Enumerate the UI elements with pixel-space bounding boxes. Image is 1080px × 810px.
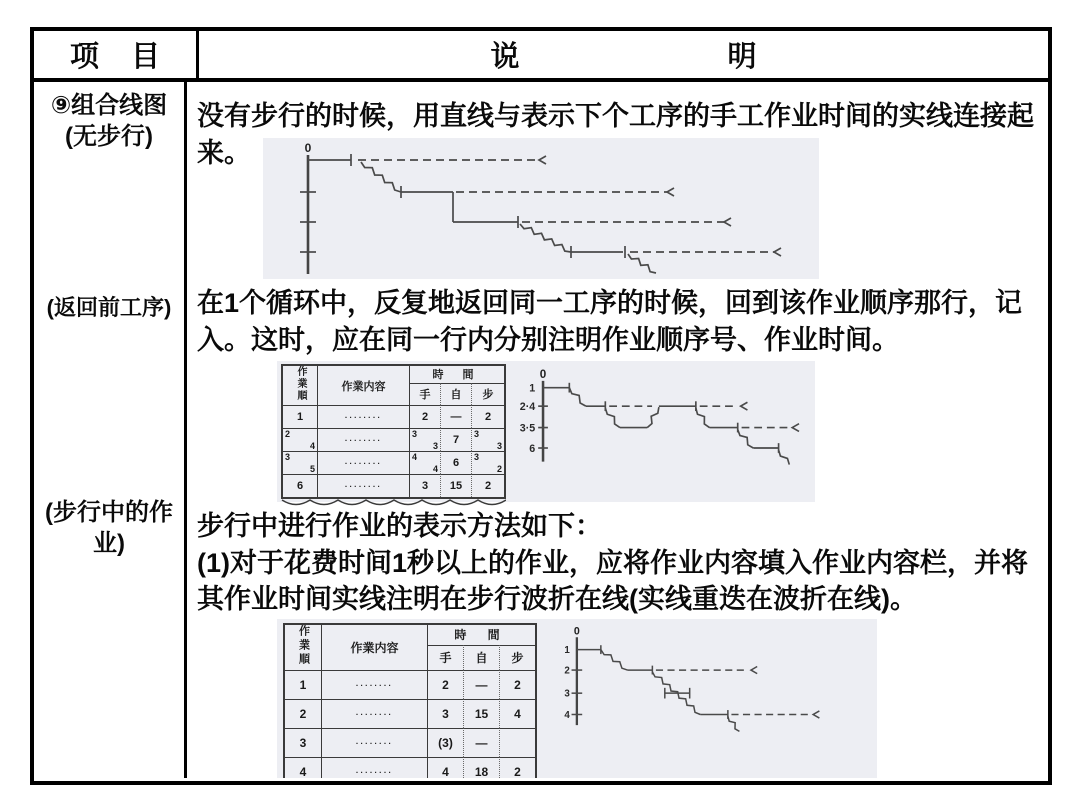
- figure-return-previous-process: [277, 361, 815, 502]
- table-header-row: [34, 31, 1048, 82]
- figure3-header-time: 時 間: [427, 625, 535, 645]
- item-column: [34, 82, 187, 778]
- item-label-combination-line-chart: [34, 90, 184, 152]
- chart3-row-label: 4: [564, 710, 570, 722]
- paragraph-return-previous-process: 在1个循环中，反复地返回同一工序的时候，回到该作业顺序那行，记入。这时，应在同一行内分别注明作业顺序号、作业时间。: [197, 288, 1023, 355]
- figure3-worksheet-table: [283, 623, 537, 778]
- table-row: 2 4 ········ 3 3 7 3 3: [285, 429, 502, 451]
- line-chart-return-process: [508, 364, 800, 496]
- header-item-column: 项 目: [34, 31, 199, 78]
- figure3-subheader-walk: 步: [499, 645, 535, 670]
- table-row: 2 ········ 3 15 4: [285, 699, 535, 728]
- chart3-row-label: 3: [564, 688, 570, 700]
- item-label-return-previous-process: (返回前工序): [46, 295, 172, 320]
- chart2-row-label: 2·4: [519, 401, 536, 414]
- paragraph-walking-intro: 步行中进行作业的表示方法如下：: [197, 511, 602, 541]
- figure2-subheader-hand: 手: [409, 383, 440, 405]
- figure2-header-seq: 作業順: [295, 366, 306, 402]
- table-row: 6 ········ 3 15 2: [283, 474, 504, 497]
- item1-subtitle: (无步行): [65, 123, 153, 150]
- table-row: 3 5 ········ 4 4 6 3 2: [285, 452, 502, 474]
- table-row: 4 ········ 4 18 2: [285, 757, 535, 778]
- table-row: 1 ········ 2 — 2: [285, 670, 535, 699]
- chart2-origin-label: 0: [539, 367, 547, 381]
- line-chart-walking-work: [543, 623, 863, 774]
- chart1-origin-label: 0: [304, 141, 312, 155]
- table-body: [34, 82, 1048, 778]
- item-label-work-while-walking: (步行中的作业): [45, 499, 173, 557]
- item1-title: ⑨组合线图: [50, 92, 168, 119]
- figure3-subheader-hand: 手: [427, 645, 463, 670]
- figure2-header-time: 時 間: [409, 366, 504, 383]
- figure2-worksheet-table: [281, 364, 506, 499]
- line-chart-no-walking: [263, 138, 819, 279]
- table-row: 3 ········ (3) —: [285, 728, 535, 757]
- figure3-subheader-auto: 自: [463, 645, 499, 670]
- figure2-table-wrap: [281, 364, 506, 509]
- figure2-header-content: 作業内容: [317, 366, 409, 405]
- figure2-subheader-walk: 步: [471, 383, 504, 405]
- chart2-row-label: 6: [529, 442, 536, 455]
- chart3-row-label: 2: [564, 665, 570, 677]
- header-description-column: 说 明: [490, 41, 857, 73]
- paragraph-walking-rule1: (1)对于花费时间1秒以上的作业，应将作业内容填入作业内容栏，并将其作业时间实线注明在步行波折在线(实线重迭在波折在线)。: [197, 548, 1029, 614]
- chart3-origin-label: 0: [573, 625, 580, 638]
- figure3-header-seq: 作業順: [297, 625, 310, 667]
- figure2-subheader-auto: 自: [440, 383, 471, 405]
- figure3-header-content: 作業内容: [321, 625, 427, 670]
- figure-no-walking-line-chart: [263, 138, 819, 279]
- table-row: 1 ········ 2 — 2: [283, 405, 504, 428]
- chart3-row-label: 1: [564, 645, 570, 657]
- paragraph-no-walking: 没有步行的时候，用直线与表示下个工序的手工作业时间的实线连接起来。: [197, 101, 1034, 168]
- chart2-row-label: 3·5: [519, 422, 536, 435]
- figure3-table-wrap: [283, 623, 537, 778]
- description-column: [187, 82, 1048, 778]
- chart2-row-label: 1: [529, 382, 536, 395]
- figure-work-while-walking: [277, 619, 877, 778]
- document-table-frame: [30, 27, 1052, 785]
